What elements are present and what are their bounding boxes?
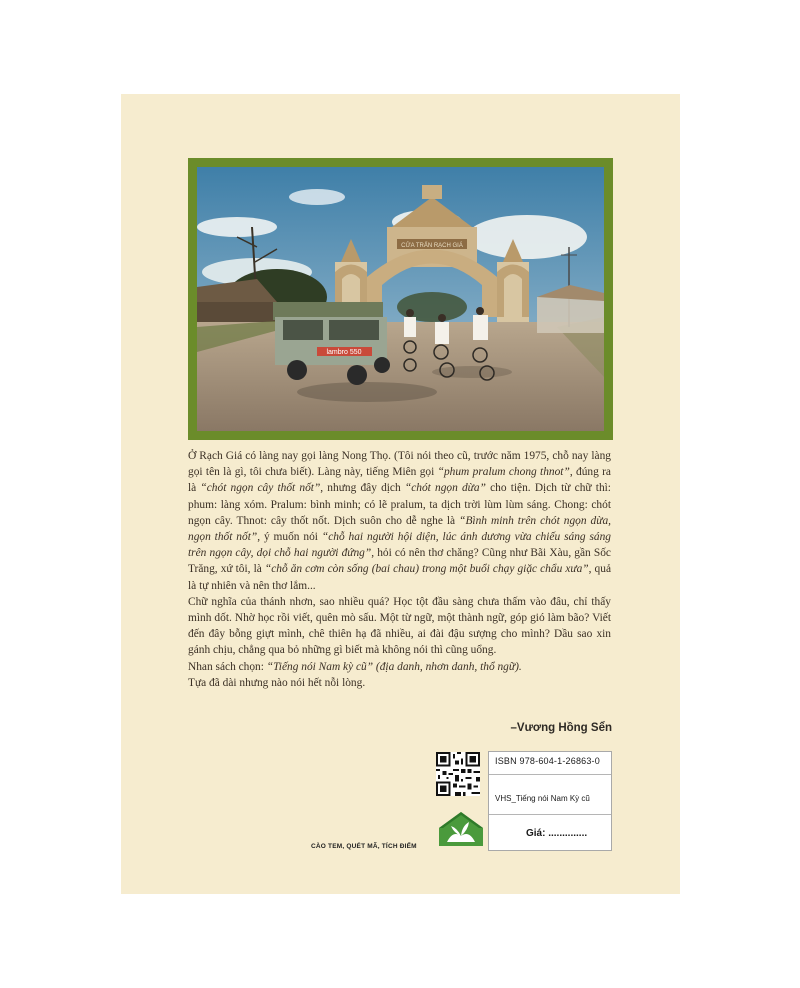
divider (489, 774, 611, 775)
isbn-barcode-box (488, 751, 612, 851)
p1-italic-2: “chót ngọn cây thốt nốt” (200, 482, 321, 495)
author-signature: –Vương Hồng Sển (510, 722, 612, 734)
paragraph-3 (188, 659, 611, 675)
p1-text-6: , hỏi có nên thơ chăng? Cũng như Bãi Xàu, gần Sốc Trăng, xứ tôi, là (188, 547, 611, 576)
p1-text-2: , đúng ra là (188, 466, 611, 495)
p1-italic-6: “chỗ ăn cơm còn sống (bai chau) trong một buổi chạy giặc chẩu xưa” (264, 563, 589, 576)
p1-italic-4: “Bình minh trên chót ngọn dừa, ngọn thốt nốt” (188, 514, 611, 544)
qr-code-icon (436, 752, 480, 796)
p3-italic-1: “Tiếng nói Nam kỳ cũ” (địa danh, nhơn danh, thổ ngữ). (266, 660, 522, 673)
arch-sign: CỬA TRẤN RẠCH GIÁ (401, 243, 463, 249)
divider (489, 814, 611, 815)
vehicle-sign: lambro 550 (326, 349, 362, 356)
p1-text-3: , nhưng đây dịch (320, 482, 405, 495)
photo-frame (188, 158, 613, 440)
paragraph-4: Tựa đã dài nhưng nào nói hết nỗi lòng. (188, 676, 366, 689)
book-house-logo-icon (435, 806, 487, 850)
back-cover (121, 94, 680, 894)
rach-gia-gate-photo (197, 167, 604, 431)
book-code: VHS_Tiếng nói Nam Kỳ cũ (495, 794, 590, 803)
p1-text-7: , quả là tự nhiên và nên thơ lắm... (188, 563, 611, 592)
p1-italic-1: “phum pralum chong thnot” (437, 466, 570, 479)
p1-text-4: cho tiện. Dịch từ chữ thì: phum: làng xóm. Pralum: bình minh; có lẽ pralum, ta dịch trời lùm lùm sáng. Chong: chót ngọn cây. Thnot: cây thốt nốt. Dịch suôn cho dễ nghe là (188, 482, 611, 527)
price-label: Giá: .............. (526, 828, 588, 839)
p1-italic-5: “chỗ hai người hội diện, lúc ánh dương vừa chiếu sáng sáng trên ngọn cây, dọi chỗ hai người đứng” (188, 531, 612, 560)
p1-italic-3: “chót ngọn dừa” (404, 482, 486, 495)
paragraph-1 (188, 448, 611, 594)
back-cover-text (188, 448, 611, 691)
p1-text-5: , ý muốn nói (257, 531, 322, 544)
logo-caption: CÀO TEM, QUÉT MÃ, TÍCH ĐIỂM (311, 843, 417, 850)
p3-text-1: Nhan sách chọn: (188, 660, 267, 673)
paragraph-2: Chữ nghĩa của thánh nhơn, sao nhiều quá? Học tột đầu sàng chưa thấm vào đâu, chỉ thấy mình dốt. Nhờ học rồi viết, quên mò sấu. Một từ ngữ, một thành ngữ, góp gió làm bão? Viết đến đây bỗng giựt mình, chê thiên hạ đã nhiều, ai đài đậu sượng cho mình? Dầu sao xin gánh chịu, chẳng qua bỏ những gì biết mà không nói thì cũng uổng. (188, 595, 611, 657)
isbn-number: ISBN 978-604-1-26863-0 (495, 756, 600, 766)
p1-text-1: Ở Rạch Giá có làng nay gọi làng Nong Thọ. (Tôi nói theo cũ, trước năm 1975, chỗ nay làng gọi tên là gì, tôi chưa biết). Làng này, tiếng Miên gọi (188, 450, 611, 479)
